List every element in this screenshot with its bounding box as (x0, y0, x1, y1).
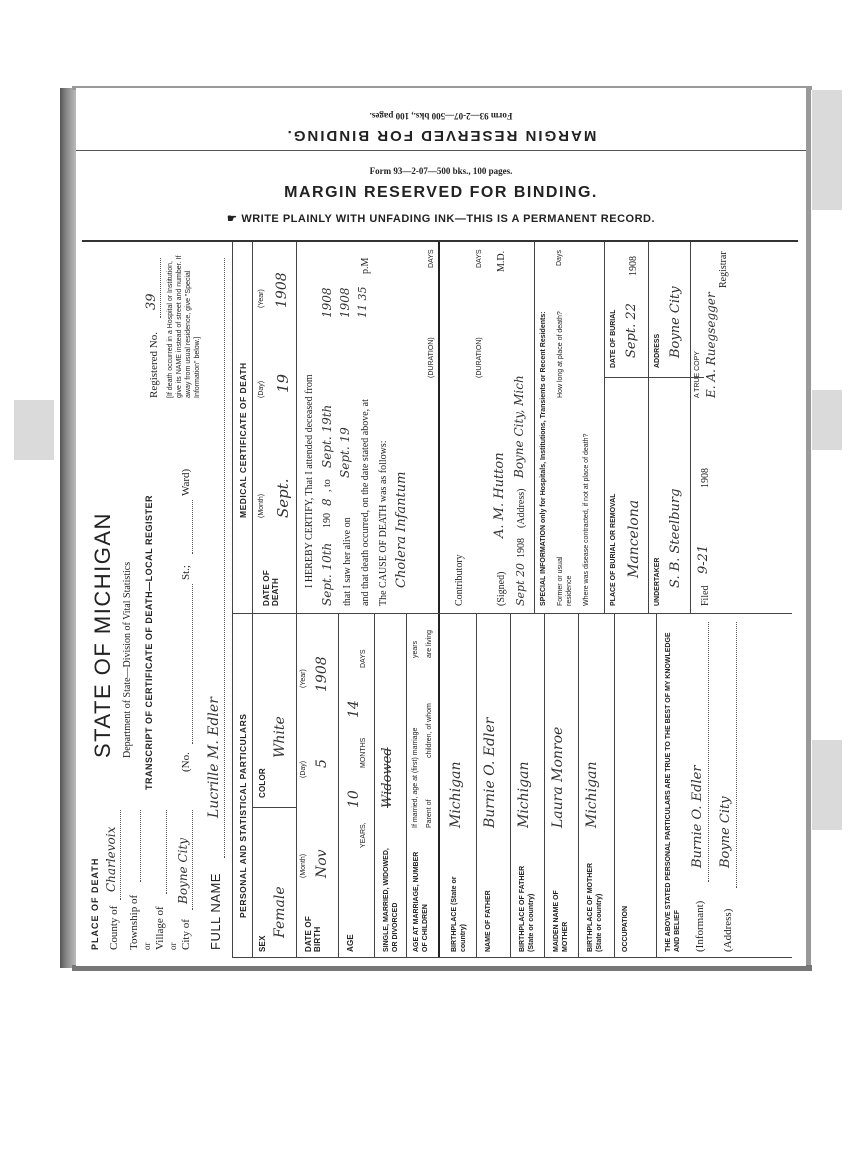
father-value: Burnie O. Edler (482, 717, 498, 828)
father-label: NAME OF FATHER (485, 890, 492, 952)
duration-label-2: (DURATION) (476, 337, 483, 378)
dod-year-label: (Year) (258, 289, 265, 308)
to-label: , to (322, 479, 333, 492)
city-value: Boyne City (176, 837, 190, 904)
attended-from: Sept. 10th (320, 542, 334, 606)
no-label: (No. (180, 752, 192, 772)
medical-address-value: Boyne City, Mich (512, 375, 526, 478)
sex-value: Female (272, 886, 288, 938)
dod-year-value: 1908 (274, 272, 290, 308)
township-label: Township of (128, 894, 140, 950)
age-years-label: YEARS, (360, 822, 367, 848)
former-residence-label: Former or usual residence (557, 556, 573, 606)
age-days-label: DAYS (360, 649, 367, 668)
personal-address-line (736, 622, 737, 888)
children-label: children, of whom (426, 703, 433, 758)
ink-notice-text: WRITE PLAINLY WITH UNFADING INK—THIS IS A PERMANENT RECORD. (241, 213, 656, 225)
true-copy-label: A TRUE COPY (694, 351, 701, 398)
undertaker-address-value: Boyne City (668, 286, 683, 358)
attended-from-year: 8 (320, 498, 334, 506)
age-months-value: 10 (346, 790, 362, 808)
burial-rule (648, 242, 649, 614)
how-long-label: How long at place of death? (557, 311, 564, 398)
dod-month-value: Sept. (274, 478, 292, 518)
dod-rule (296, 242, 297, 614)
if-married-label: If married, age at (first) marriage (412, 727, 419, 828)
registered-value: 39 (144, 293, 159, 310)
transcript-title: TRANSCRIPT OF CERTIFICATE OF DEATH—LOCAL REGISTER (144, 495, 154, 790)
state-title: STATE OF MICHIGAN (90, 512, 115, 758)
marital-rule (406, 614, 407, 958)
father-rule (510, 614, 511, 958)
scan-speckle (812, 90, 842, 210)
from-mid: 190 (322, 513, 333, 528)
certificate-page (76, 88, 806, 966)
sex-color-divider (252, 807, 296, 808)
full-name-value: Lucrille M. Edler (206, 697, 222, 818)
undertaker-value: S. B. Steelburg (668, 488, 683, 588)
age-days-value: 14 (346, 700, 362, 718)
upside-down-header (76, 88, 806, 150)
registrar-label: Registrar (718, 251, 729, 288)
city-label: City of (180, 919, 192, 950)
ward-line (192, 500, 193, 554)
are-living-label: are living (426, 629, 433, 658)
street-line (192, 584, 193, 744)
registrar-signature: E. A. Ruegsegger (704, 292, 718, 398)
mother-birthplace-rule (614, 614, 615, 958)
dod-month-label: (Month) (258, 493, 265, 518)
cause-label: The CAUSE OF DEATH was as follows: (378, 440, 389, 606)
upside-reserved-text: MARGIN RESERVED FOR BINDING. (285, 127, 597, 144)
date-signed-year: 1908 (516, 538, 527, 558)
undertaker-label: UNDERTAKER (654, 557, 661, 606)
filed-label: Filed (700, 585, 711, 606)
registered-label: Registered No. (148, 332, 160, 398)
sex-label: SEX (258, 935, 267, 952)
informant-line (708, 622, 709, 882)
ink-notice (76, 212, 806, 225)
medical-address-label: (Address) (516, 488, 527, 528)
undertaker-rule (690, 242, 691, 614)
form-header (76, 166, 806, 225)
mother-birthplace-value: Michigan (584, 761, 600, 828)
marital-value: Widowed (380, 747, 395, 808)
divider-middle (438, 242, 440, 958)
birthplace-rule (476, 614, 477, 958)
days-label-2: DAYS (476, 249, 483, 268)
date-burial-label: DATE OF BURIAL (610, 309, 617, 368)
age-label: AGE (346, 934, 355, 952)
am-pm: p.M (360, 257, 371, 274)
place-heading: PLACE OF DEATH (90, 857, 100, 950)
occupation-rule (656, 614, 657, 958)
medical-heading: MEDICAL CERTIFICATE OF DEATH (238, 362, 248, 518)
personal-rule (252, 614, 253, 958)
scan-speckle (14, 400, 54, 460)
dob-month-value: Nov (314, 849, 330, 878)
county-value: Charlevoix (104, 826, 118, 892)
undertaker-address-label: ADDRESS (654, 333, 661, 368)
village-label: Village of (154, 906, 166, 950)
father-birthplace-label: BIRTHPLACE OF FATHER (State or country) (519, 865, 535, 952)
sex-rule (296, 614, 297, 958)
upside-form-note: Form 93—2-07—500 bks., 100 pages. (369, 111, 513, 121)
filed-value: 9-21 (696, 544, 711, 574)
dod-label: DATE OF DEATH (262, 570, 280, 606)
days-label-3: Days (556, 250, 563, 266)
section-divider (232, 613, 792, 614)
border-left (232, 957, 792, 958)
color-label: COLOR (258, 768, 267, 798)
md-label: M.D. (496, 250, 507, 272)
dob-month-label: (Month) (300, 853, 307, 878)
divider-top (232, 242, 233, 958)
contributory-label: Contributory (454, 554, 465, 606)
st-label: St.; (180, 565, 192, 580)
medical-rule (252, 242, 253, 614)
township-line (140, 810, 141, 882)
personal-address-label: (Address) (722, 908, 734, 952)
dod-day-value: 19 (274, 373, 292, 393)
attest-text: THE ABOVE STATED PERSONAL PARTICULARS ARE TRUE TO THE BEST OF MY KNOWLEDGE AND BELIEF (665, 632, 681, 952)
father-birthplace-rule (544, 614, 545, 958)
full-name-label: FULL NAME (208, 873, 223, 950)
county-line (120, 810, 121, 900)
county-label: County of (108, 905, 120, 950)
marital-label: SINGLE, MARRIED, WIDOWED, OR DIVORCED (383, 848, 399, 952)
dob-label: DATE OF BIRTH (304, 916, 322, 952)
attended-to-year: 1908 (320, 287, 334, 318)
saw-year: 1908 (338, 287, 352, 318)
burial-label: PLACE OF BURIAL OR REMOVAL (610, 493, 617, 606)
years-label: years (412, 640, 419, 658)
form-note: Form 93—2-07—500 bks., 100 pages. (369, 166, 513, 176)
signed-value: A. M. Hutton (492, 452, 507, 538)
certificate-frame (82, 240, 798, 958)
personal-address-value: Boyne City (718, 796, 733, 868)
mother-label: MAIDEN NAME OF MOTHER (553, 890, 569, 952)
marriage-label: AGE AT MARRIAGE, NUMBER OF CHILDREN (413, 851, 429, 952)
registered-note: [If death occurred in a Hospital or Institution, give its NAME instead of street and number. If away from usual residence, give "Special Information" below.] (167, 255, 201, 398)
pointing-hand-icon: ☛ (226, 213, 238, 225)
scan-speckle (812, 390, 842, 450)
where-contracted-label: Where was disease contracted, if not at place of death? (583, 433, 590, 606)
dob-day-value: 5 (314, 759, 330, 768)
special-rule (604, 242, 605, 614)
dob-day-label: (Day) (300, 760, 307, 778)
dob-year-label: (Year) (300, 669, 307, 688)
scan-speckle (812, 740, 842, 830)
date-signed: Sept 20 (514, 562, 527, 606)
age-months-label: MONTHS (360, 737, 367, 768)
department-line: Department of State—Division of Vital Statistics (122, 561, 133, 758)
signed-label: (Signed) (496, 571, 507, 606)
time-value: 11 35 (356, 286, 369, 318)
scan-edge-shadow (60, 88, 76, 968)
certify-text: I HEREBY CERTIFY, That I attended deceased from (304, 374, 315, 588)
duration-label: (DURATION) (428, 337, 435, 378)
dob-rule (338, 614, 339, 958)
mother-value: Laura Monroe (550, 726, 566, 828)
registered-line (160, 258, 161, 318)
birthplace-value: Michigan (448, 761, 464, 828)
personal-heading: PERSONAL AND STATISTICAL PARTICULARS (238, 713, 248, 918)
ward-label: Ward) (180, 468, 192, 496)
date-burial-year: 1908 (628, 256, 639, 276)
or-label-2: or (168, 942, 178, 950)
birthplace-label: BIRTHPLACE (State or country) (451, 876, 467, 952)
days-label: DAYS (428, 249, 435, 268)
burial-value: Mancelona (626, 499, 642, 578)
age-rule (374, 614, 375, 958)
rotated-form (82, 242, 798, 958)
parent-of-label: Parent of (426, 799, 433, 828)
village-line (166, 810, 167, 894)
dob-year-value: 1908 (314, 656, 330, 692)
attended-to: Sept. 19th (320, 404, 334, 468)
burial-divider (604, 377, 704, 378)
saw-label: that I saw her alive on (342, 517, 353, 606)
informant-label: (Informant) (694, 900, 706, 952)
city-line (192, 810, 193, 910)
binding-reserved-title: MARGIN RESERVED FOR BINDING. (284, 184, 598, 201)
mother-rule (578, 614, 579, 958)
full-name-line (224, 258, 225, 858)
signed-rule (534, 242, 535, 614)
occurred-label: and that death occurred, on the date stated above, at (360, 399, 371, 606)
cause-value: Cholera Infantum (394, 471, 409, 588)
date-burial-value: Sept. 22 (624, 303, 639, 358)
father-birthplace-value: Michigan (516, 761, 532, 828)
informant-value: Burnie O. Edler (690, 765, 705, 868)
color-value: White (272, 716, 288, 758)
mother-birthplace-label: BIRTHPLACE OF MOTHER (State or country) (587, 862, 603, 952)
saw-value: Sept. 19 (338, 427, 352, 478)
or-label-1: or (142, 942, 152, 950)
occupation-label: OCCUPATION (622, 905, 629, 952)
filed-year: 1908 (700, 468, 711, 488)
fold-line (76, 150, 806, 151)
dod-day-label: (Day) (258, 380, 265, 398)
special-info-label: SPECIAL INFORMATION only for Hospitals, Institutions, Transients or Recent Residents: (540, 311, 547, 606)
